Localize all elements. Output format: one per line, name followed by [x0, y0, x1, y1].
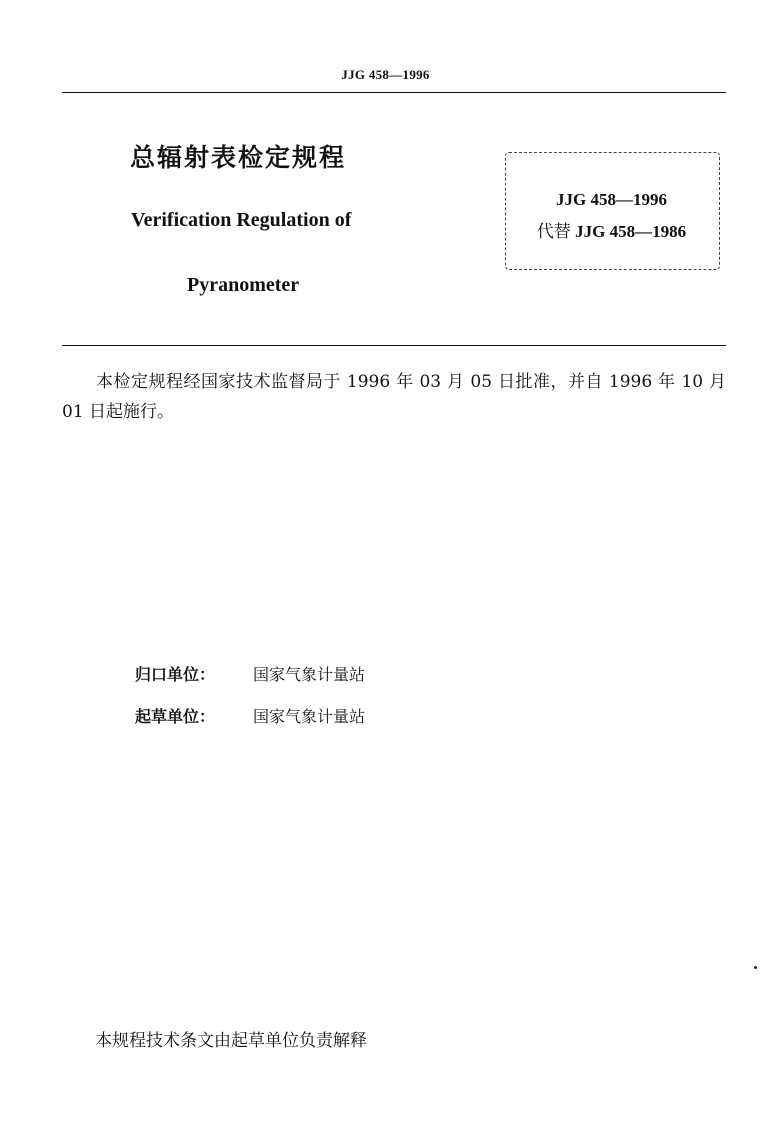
title-chinese: 总辐射表检定规程 — [130, 143, 347, 172]
code-box-current-code: JJG 458—1996 — [556, 190, 667, 209]
title-rule — [62, 345, 726, 346]
drafting-unit-value: 国家气象计量站 — [253, 707, 366, 726]
drafting-unit-label: 起草单位： — [135, 707, 216, 726]
title-english-line2: Pyranometer — [187, 274, 300, 296]
approval-paragraph: 本检定规程经国家技术监督局于 1996 年 03 月 05 日批准，并自 1996 年 10 月 01 日起施行。 — [62, 372, 726, 422]
code-box-frame — [505, 152, 720, 270]
scan-speck — [754, 966, 757, 969]
title-english-line1: Verification Regulation of — [131, 209, 352, 231]
responsible-unit-label: 归口单位： — [135, 665, 216, 684]
header-rule — [62, 92, 726, 93]
replaces-code: JJG 458—1986 — [575, 222, 687, 241]
code-box-replaces — [505, 217, 718, 242]
replaces-label: 代替 — [536, 222, 571, 242]
interpretation-note: 本规程技术条文由起草单位负责解释 — [95, 1031, 367, 1051]
document-code-header: JJG 458—1996 — [341, 67, 430, 82]
responsible-unit-value: 国家气象计量站 — [253, 665, 366, 684]
